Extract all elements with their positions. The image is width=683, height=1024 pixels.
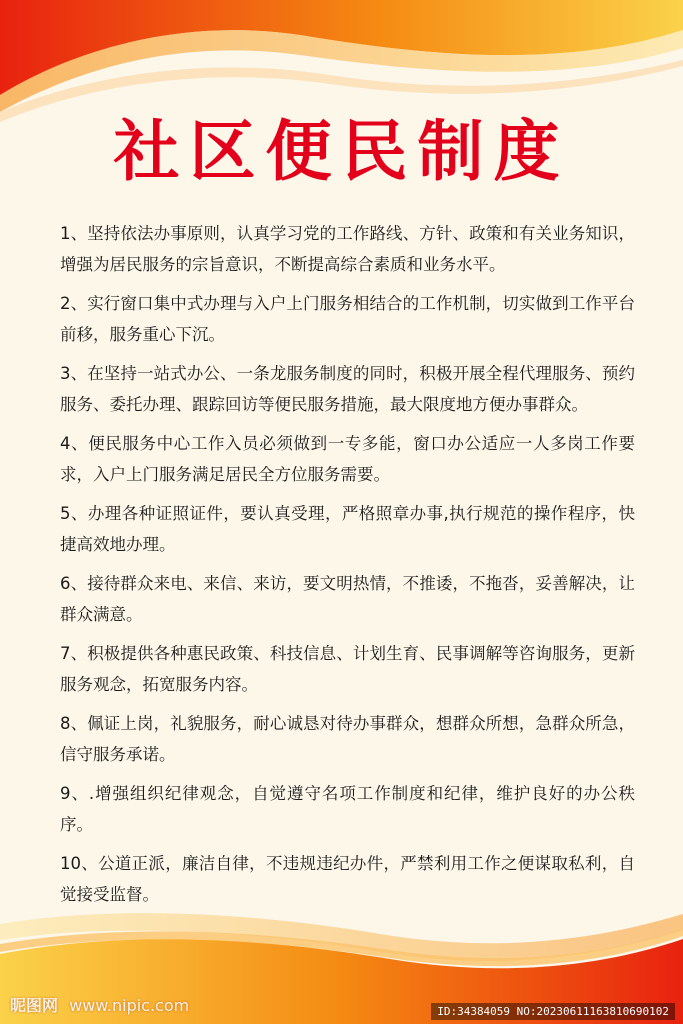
rule-item: 9、.增强组织纪律观念，自觉遵守名项工作制度和纪律，维护良好的办公秩序。	[60, 784, 635, 834]
watermark-site	[10, 993, 189, 1016]
page-title: 社区便民制度	[113, 113, 570, 190]
rule-item: 1、坚持依法办事原则，认真学习党的工作路线、方针、政策和有关业务知识，增强为居民服务的宗旨意识，不断提高综合素质和业务水平。	[60, 224, 635, 274]
rule-item: 10、公道正派，廉洁自律，不违规违纪办件，严禁利用工作之便谋取私利，自觉接受监督。	[60, 854, 635, 904]
rule-item: 5、办理各种证照证件，要认真受理，严格照章办事,执行规范的操作程序，快捷高效地办理。	[60, 504, 635, 554]
rule-item: 6、接待群众来电、来信、来访，要文明热情，不推诿，不拖沓，妥善解决，让群众满意。	[60, 574, 635, 624]
watermark-url: www.nipic.com	[69, 996, 190, 1015]
watermark-logo: 昵图网	[10, 996, 59, 1015]
top-wave-decoration	[0, 0, 683, 130]
rules-list	[60, 218, 635, 918]
rule-item: 8、佩证上岗，礼貌服务，耐心诚恳对待办事群众，想群众所想，急群众所急，信守服务承诺。	[60, 714, 635, 764]
rule-item: 2、实行窗口集中式办理与入户上门服务相结合的工作机制，切实做到工作平台前移，服务重心下沉。	[60, 294, 635, 344]
rule-item: 3、在坚持一站式办公、一条龙服务制度的同时，积极开展全程代理服务、预约服务、委托办理、跟踪回访等便民服务措施，最大限度地方便办事群众。	[60, 364, 635, 414]
rule-item: 4、便民服务中心工作入员必须做到一专多能，窗口办公适应一人多岗工作要求，入户上门服务满足居民全方位服务需要。	[60, 434, 635, 484]
rule-item: 7、积极提供各种惠民政策、科技信息、计划生育、民事调解等咨询服务，更新服务观念，拓宽服务内容。	[60, 644, 635, 694]
watermark-id: ID:34384059 NO:20230611163810690102	[431, 1003, 675, 1020]
